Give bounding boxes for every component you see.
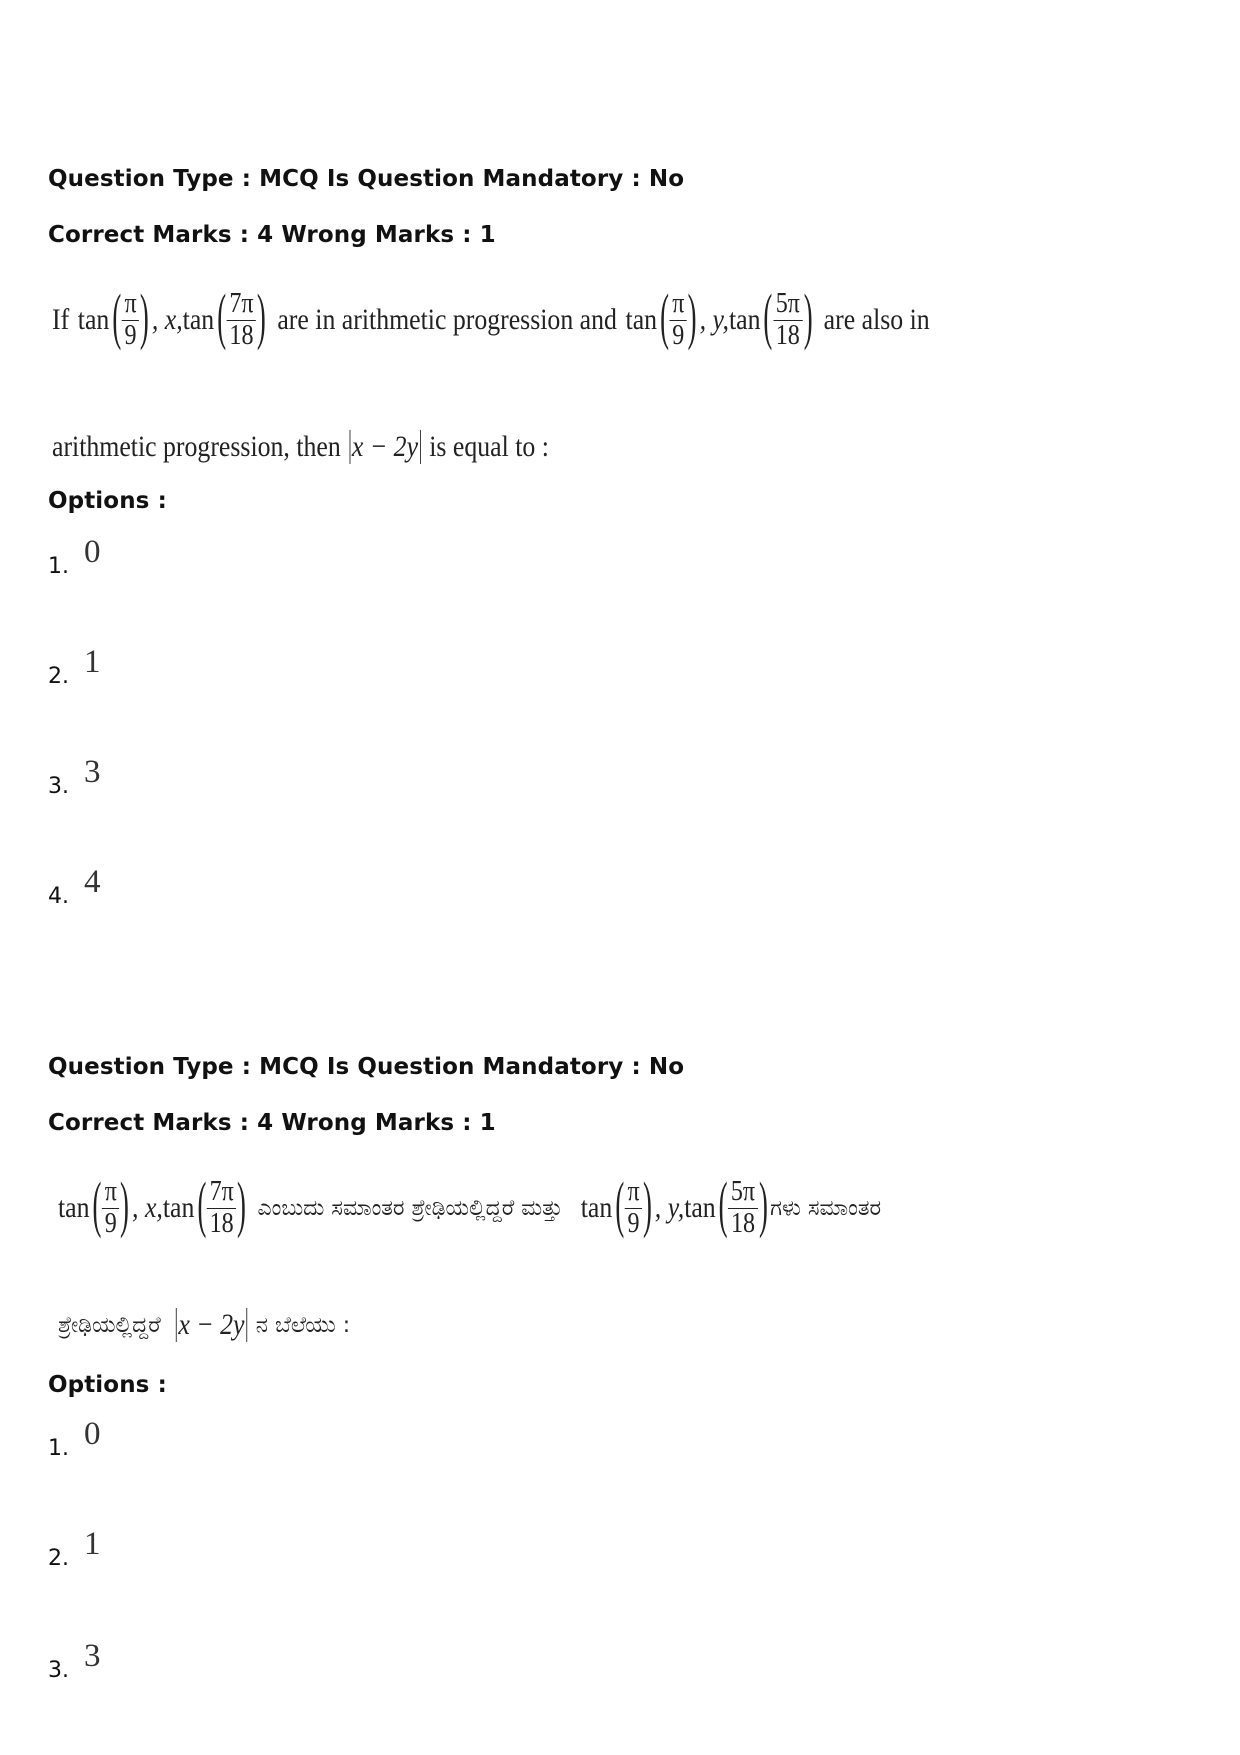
kannada-text: ನ ಬೆಲೆಯು : xyxy=(255,1312,350,1338)
option-number: 3. xyxy=(48,774,69,799)
option-value[interactable]: 4 xyxy=(84,864,101,900)
tan-label: tan xyxy=(182,303,215,336)
option-number: 3. xyxy=(48,1658,69,1683)
option-number: 1. xyxy=(48,554,69,579)
tan-label: tan xyxy=(58,1191,90,1224)
tan-label: tan xyxy=(728,303,761,336)
stem-text: is equal to : xyxy=(429,430,549,463)
option-number: 1. xyxy=(48,1436,69,1461)
question-stem-line2 xyxy=(52,422,549,472)
options-label: Options : xyxy=(48,1372,167,1398)
kannada-text: ಶ್ರೇಢಿಯಲ್ಲಿದ್ದರೆ xyxy=(58,1312,161,1338)
options-label: Options : xyxy=(48,488,167,514)
tan-label: tan xyxy=(580,1191,613,1224)
stem-text: are also in xyxy=(823,303,930,336)
marks-line: Correct Marks : 4 Wrong Marks : 1 xyxy=(48,1110,496,1136)
y-variable: , y, xyxy=(654,1191,685,1224)
question-type-line: Question Type : MCQ Is Question Mandatory : No xyxy=(48,1054,685,1080)
fraction-5pi-over-18: ( $\frac{5\pi}{18}$ ) xyxy=(763,283,813,351)
x-variable: , x, xyxy=(151,303,183,336)
fraction-pi-over-9: ( $\frac{\pi}{9}$ ) xyxy=(92,1171,130,1239)
stem-text: If xyxy=(52,303,70,336)
tan-label: tan xyxy=(77,303,110,336)
tan-label: tan xyxy=(684,1191,716,1224)
option-value[interactable]: 1 xyxy=(84,1526,101,1562)
tan-label: tan xyxy=(625,303,658,336)
x-variable: , x, xyxy=(132,1191,163,1224)
fraction-pi-over-9: ( $\frac{\pi}{9}$ ) xyxy=(112,283,150,351)
tan-label: tan xyxy=(162,1191,195,1224)
option-number: 4. xyxy=(48,884,69,909)
stem-text: arithmetic progression, then xyxy=(52,430,341,463)
fraction-pi-over-9: ( $\frac{\pi}{9}$ ) xyxy=(659,283,697,351)
option-value[interactable]: 3 xyxy=(84,754,101,790)
option-value[interactable]: 3 xyxy=(84,1638,101,1674)
fraction-pi-over-9: ( $\frac{\pi}{9}$ ) xyxy=(614,1171,653,1239)
kannada-text: ಗಳು ಸಮಾಂತರ xyxy=(770,1195,882,1221)
fraction-7pi-over-18: ( $\frac{7\pi}{18}$ ) xyxy=(197,1171,247,1239)
marks-line: Correct Marks : 4 Wrong Marks : 1 xyxy=(48,222,496,248)
option-number: 2. xyxy=(48,1546,69,1571)
abs-expression: x − 2y xyxy=(176,1308,247,1342)
fraction-5pi-over-18: ( $\frac{5\pi}{18}$ ) xyxy=(718,1171,768,1239)
option-value[interactable]: 0 xyxy=(84,1416,101,1452)
question-stem-line2 xyxy=(58,1300,350,1350)
question-stem-line1 xyxy=(58,1158,882,1258)
fraction-7pi-over-18: ( $\frac{7\pi}{18}$ ) xyxy=(216,283,267,351)
question-type-line: Question Type : MCQ Is Question Mandatory : No xyxy=(48,166,685,192)
stem-text: are in arithmetic progression and xyxy=(277,303,617,336)
option-number: 2. xyxy=(48,664,69,689)
question-stem-line1 xyxy=(52,270,930,370)
option-value[interactable]: 0 xyxy=(84,534,101,570)
abs-expression: x − 2y xyxy=(349,430,420,464)
y-variable: , y, xyxy=(699,303,729,336)
kannada-text: ಎಂಬುದು ಸಮಾಂತರ ಶ್ರೇಢಿಯಲ್ಲಿದ್ದರೆ ಮತ್ತು xyxy=(257,1195,563,1221)
option-value[interactable]: 1 xyxy=(84,644,101,680)
